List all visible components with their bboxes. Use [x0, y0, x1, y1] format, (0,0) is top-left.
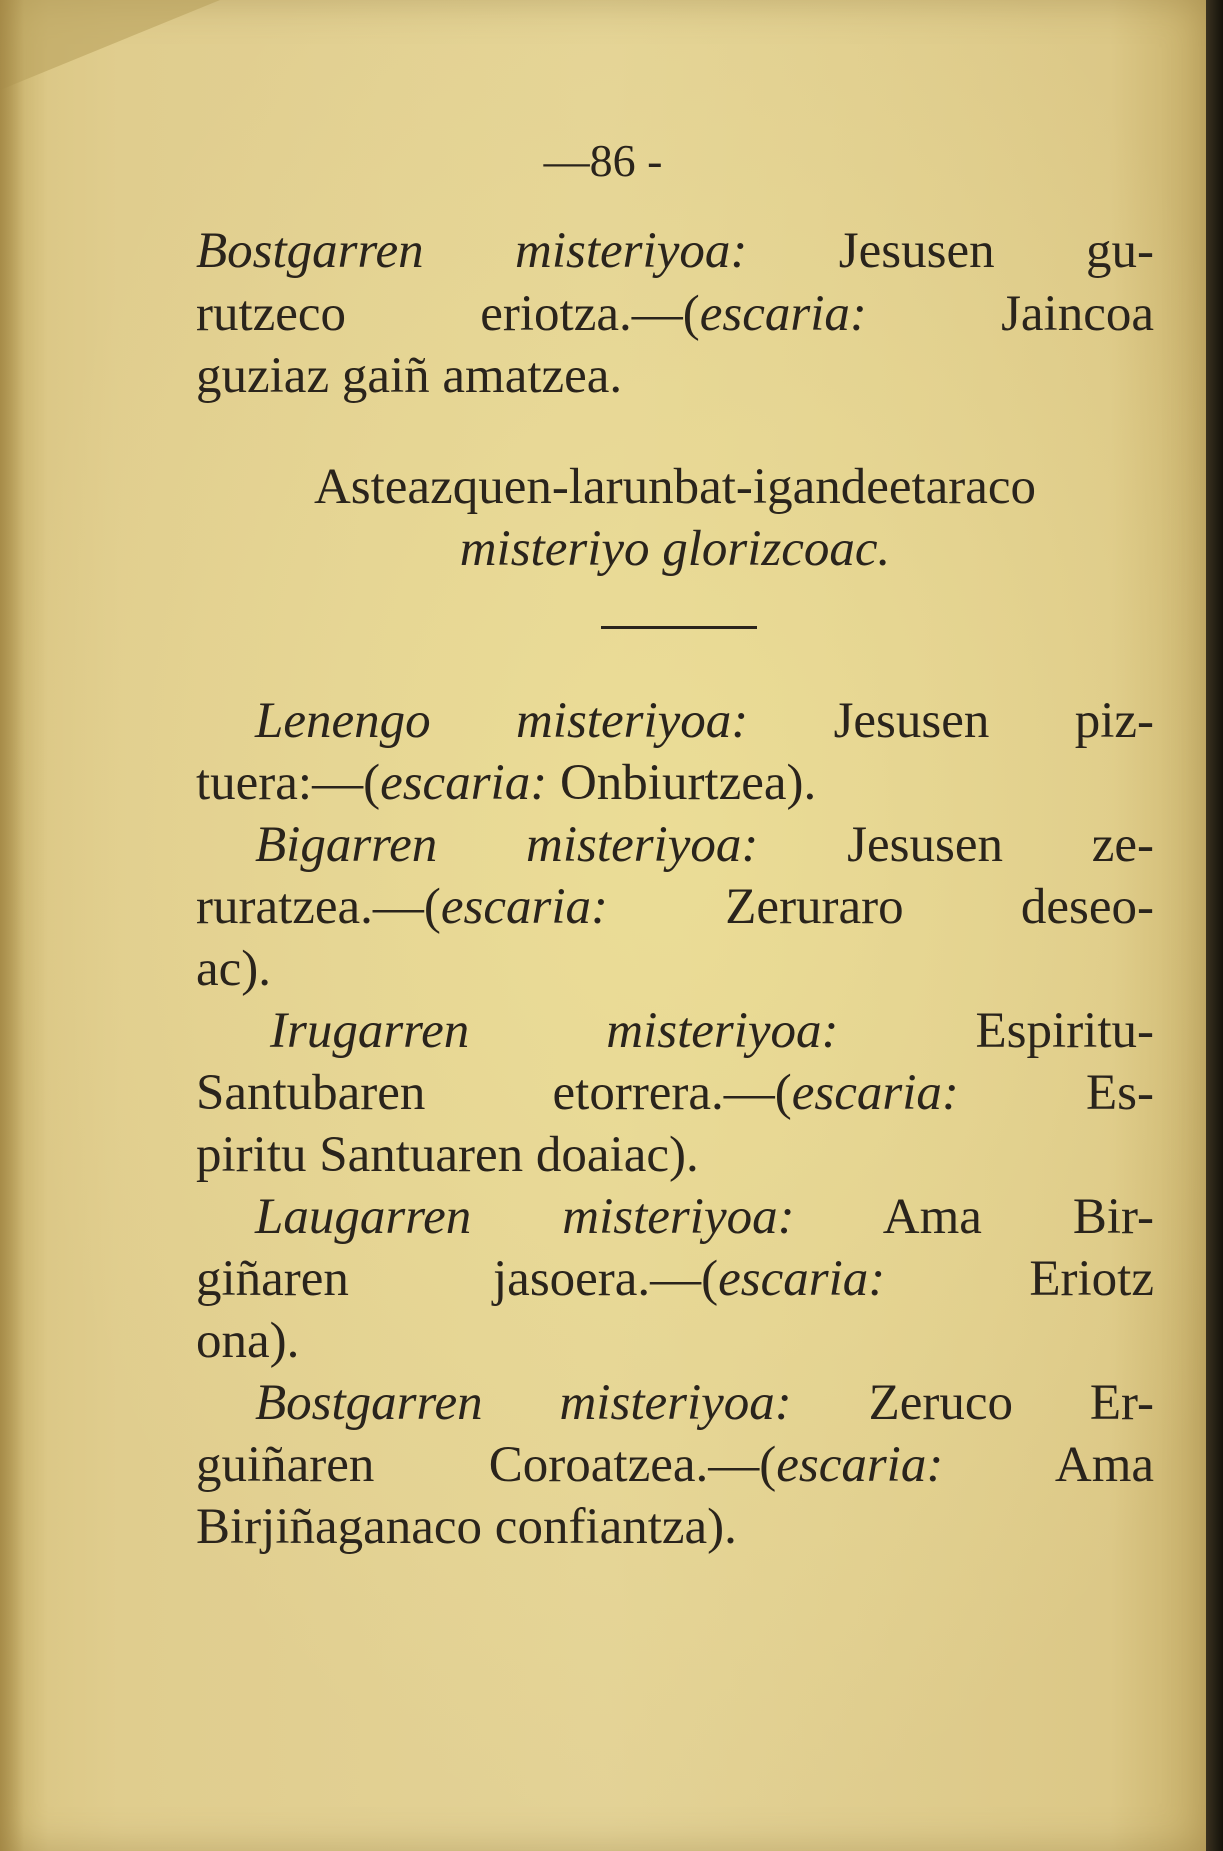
mystery-text: rutzeco eriotza.—( [196, 286, 700, 342]
section-subheading: misteriyo glorizcoac. [459, 521, 891, 577]
paragraph-line [196, 1436, 1154, 1494]
paragraph-line [255, 816, 1154, 874]
mystery-label: Bigarren misteriyoa: [255, 817, 759, 873]
paragraph-line: Birjiñaganaco confiantza). [196, 1499, 737, 1555]
mystery-label: Irugarren misteriyoa: [270, 1003, 839, 1059]
mystery-text: Santubaren etorrera.—( [196, 1065, 792, 1121]
paragraph-line [270, 1002, 1154, 1060]
petition-label: escaria: [699, 286, 867, 342]
mystery-text: ruratzea.—( [196, 879, 441, 935]
mystery-text: Ama Bir- [882, 1189, 1154, 1245]
petition-text: Jaincoa [1001, 286, 1154, 342]
mystery-text: Jesusen piz- [833, 693, 1154, 749]
mystery-text: Zeruco Er- [868, 1375, 1154, 1431]
petition-text: Onbiurtzea). [559, 755, 817, 811]
mystery-text: tuera:—( [196, 755, 381, 811]
paragraph-line [196, 222, 1154, 280]
paragraph-line: piritu Santuaren doaiac). [196, 1127, 699, 1183]
paragraph-line [255, 1374, 1154, 1432]
petition-text: Ama [1054, 1437, 1155, 1493]
paragraph-line [255, 692, 1154, 750]
paragraph-line [196, 1064, 1154, 1122]
paragraph-line [196, 1250, 1154, 1308]
paragraph-line [196, 754, 816, 812]
mystery-text: Espiritu- [975, 1003, 1155, 1059]
paragraph-line [196, 285, 1154, 343]
mystery-label: Lenengo misteriyoa: [255, 693, 749, 749]
book-edge [1206, 0, 1223, 1851]
divider-rule [601, 626, 757, 629]
petition-text: Zeruraro deseo- [725, 879, 1154, 935]
page-number: —86 - [543, 135, 663, 186]
mystery-text: Jesusen gu- [838, 223, 1154, 279]
paragraph-line [196, 878, 1154, 936]
mystery-text: Jesusen ze- [847, 817, 1154, 873]
mystery-label: Laugarren misteriyoa: [255, 1189, 795, 1245]
mystery-label: Bostgarren misteriyoa: [255, 1375, 792, 1431]
petition-label: escaria: [440, 879, 609, 935]
section-heading: Asteazquen-larunbat-igandeetaraco [313, 459, 1037, 515]
petition-label: escaria: [776, 1437, 944, 1493]
paragraph-line: ac). [196, 941, 272, 997]
mystery-text: giñaren jasoera.—( [196, 1251, 719, 1307]
petition-text: Es- [1086, 1065, 1155, 1121]
petition-text: Eriotz [1029, 1251, 1154, 1307]
mystery-label: Bostgarren misteriyoa: [196, 223, 748, 279]
paragraph-line: guziaz gaiñ amatzea. [196, 348, 623, 404]
paragraph-line: ona). [196, 1313, 300, 1369]
mystery-text: guiñaren Coroatzea.—( [196, 1437, 777, 1493]
folded-corner [0, 0, 220, 90]
petition-label: escaria: [718, 1251, 886, 1307]
paragraph-line [255, 1188, 1154, 1246]
petition-label: escaria: [791, 1065, 959, 1121]
petition-label: escaria: [380, 755, 548, 811]
